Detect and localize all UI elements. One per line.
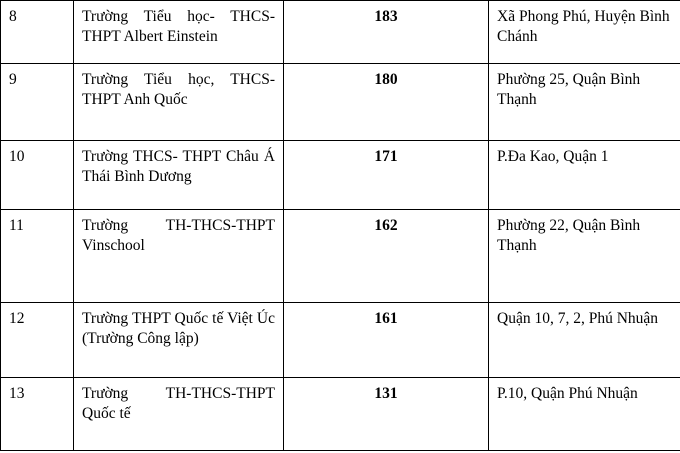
school-address: P.10, Quận Phú Nhuận: [489, 378, 680, 451]
row-index: 13: [1, 378, 74, 451]
score-value: 183: [284, 1, 489, 64]
row-index: 9: [1, 64, 74, 141]
school-name: Trường THPT Quốc tế Việt Úc (Trường Công lập): [74, 303, 284, 378]
table-body: [1, 1, 680, 451]
row-index: 12: [1, 303, 74, 378]
table-row: [1, 378, 680, 451]
table-row: [1, 1, 680, 64]
score-value: 131: [284, 378, 489, 451]
table-row: [1, 64, 680, 141]
school-address: Xã Phong Phú, Huyện Bình Chánh: [489, 1, 680, 64]
school-address: Quận 10, 7, 2, Phú Nhuận: [489, 303, 680, 378]
table-row: [1, 141, 680, 210]
score-value: 161: [284, 303, 489, 378]
score-value: 162: [284, 210, 489, 303]
school-name: Trường Tiểu học- THCS-THPT Albert Einstein: [74, 1, 284, 64]
row-index: 8: [1, 1, 74, 64]
table-row: [1, 210, 680, 303]
school-address: Phường 25, Quận Bình Thạnh: [489, 64, 680, 141]
school-address: P.Đa Kao, Quận 1: [489, 141, 680, 210]
row-index: 10: [1, 141, 74, 210]
row-index: 11: [1, 210, 74, 303]
school-name: Trường TH-THCS-THPT Vinschool: [74, 210, 284, 303]
score-value: 171: [284, 141, 489, 210]
school-name: Trường TH-THCS-THPT Quốc tế: [74, 378, 284, 451]
school-name: Trường THCS- THPT Châu Á Thái Bình Dương: [74, 141, 284, 210]
school-address: Phường 22, Quận Bình Thạnh: [489, 210, 680, 303]
table-row: [1, 303, 680, 378]
score-value: 180: [284, 64, 489, 141]
school-name: Trường Tiểu học, THCS-THPT Anh Quốc: [74, 64, 284, 141]
